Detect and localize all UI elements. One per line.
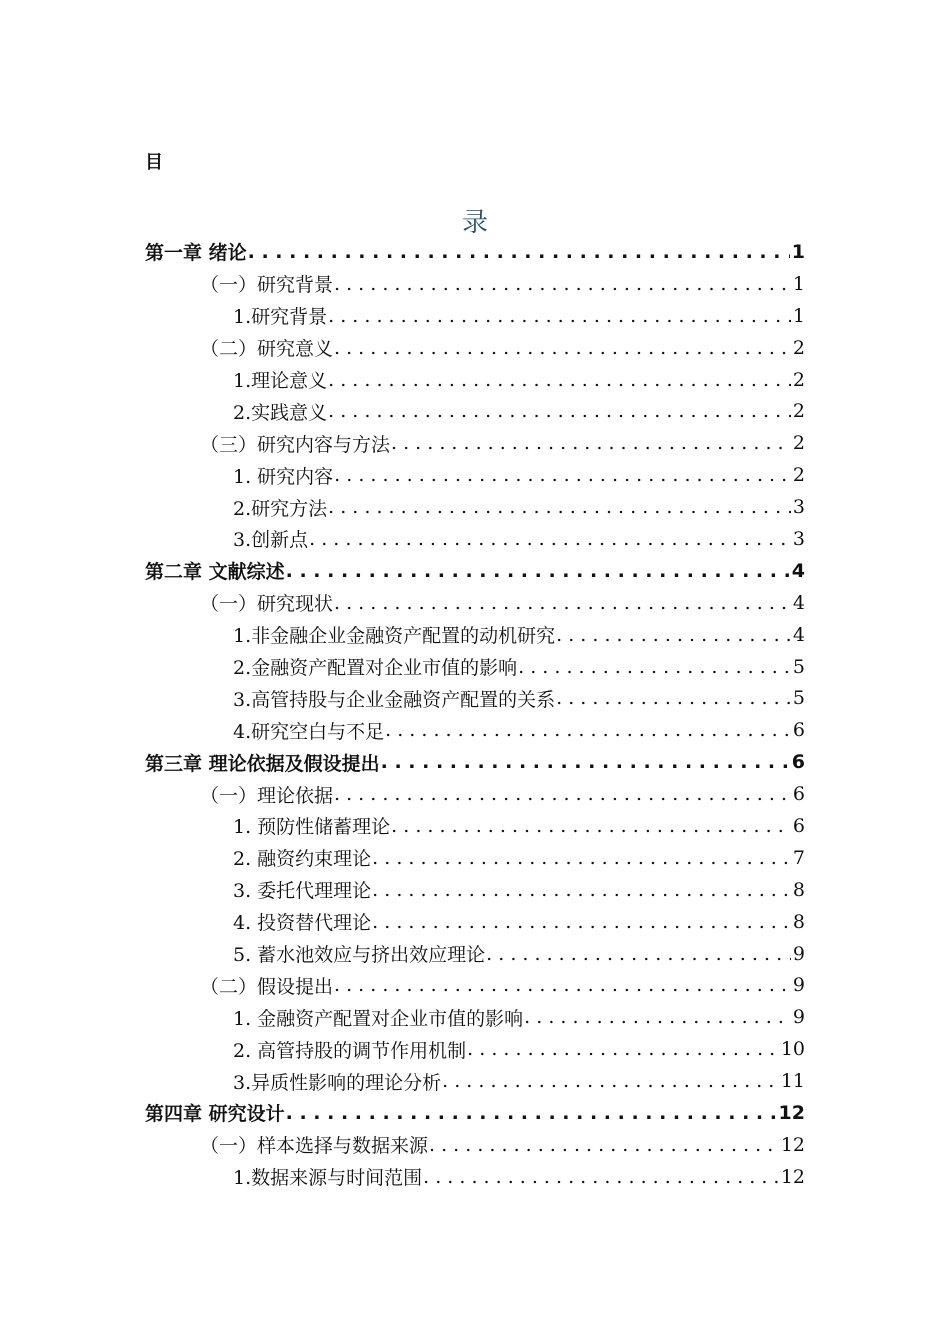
toc-dot-leader bbox=[334, 592, 791, 614]
toc-section-entry[interactable] bbox=[145, 268, 805, 300]
toc-subsection-entry[interactable] bbox=[145, 619, 805, 651]
toc-dot-leader bbox=[381, 751, 790, 773]
toc-dot-leader bbox=[334, 273, 791, 295]
toc-entry-label: （一）研究现状 bbox=[200, 593, 334, 616]
toc-entry-label: 3.异质性影响的理论分析 bbox=[233, 1071, 442, 1094]
toc-entry-page-number: 8 bbox=[792, 910, 805, 933]
toc-entry-page-number: 7 bbox=[792, 846, 805, 869]
toc-dot-leader bbox=[328, 369, 791, 391]
toc-entry-label: 2.研究方法 bbox=[233, 497, 328, 520]
toc-chapter-entry[interactable] bbox=[145, 1097, 805, 1129]
toc-entry-label: （二）假设提出 bbox=[200, 975, 334, 998]
toc-entry-page-number: 12 bbox=[780, 1133, 805, 1156]
toc-entry-label: 1. 预防性储蓄理论 bbox=[233, 816, 391, 839]
toc-subsection-entry[interactable] bbox=[145, 938, 805, 970]
toc-section-entry[interactable] bbox=[145, 969, 805, 1001]
toc-subsection-entry[interactable] bbox=[145, 810, 805, 842]
toc-entry-page-number: 5 bbox=[792, 655, 805, 678]
toc-dot-leader bbox=[309, 528, 791, 550]
toc-subsection-entry[interactable] bbox=[145, 523, 805, 555]
toc-dot-leader bbox=[556, 624, 791, 646]
toc-entry-label: 3.创新点 bbox=[233, 529, 309, 552]
table-of-contents bbox=[145, 236, 805, 1193]
toc-dot-leader bbox=[391, 815, 791, 837]
toc-entry-page-number: 9 bbox=[792, 942, 805, 965]
toc-subsection-entry[interactable] bbox=[145, 874, 805, 906]
toc-entry-label: 1.数据来源与时间范围 bbox=[233, 1167, 423, 1190]
toc-entry-page-number: 10 bbox=[780, 1038, 805, 1061]
toc-entry-page-number: 6 bbox=[792, 814, 805, 837]
toc-dot-leader bbox=[328, 496, 791, 518]
toc-entry-page-number: 9 bbox=[792, 974, 805, 997]
toc-subsection-entry[interactable] bbox=[145, 364, 805, 396]
toc-subsection-entry[interactable] bbox=[145, 1033, 805, 1065]
toc-entry-label: 5. 蓄水池效应与挤出效应理论 bbox=[233, 944, 486, 967]
toc-dot-leader bbox=[334, 337, 791, 359]
toc-dot-leader bbox=[524, 1006, 791, 1028]
toc-subsection-entry[interactable] bbox=[145, 651, 805, 683]
toc-chapter-entry[interactable] bbox=[145, 236, 805, 268]
toc-subsection-entry[interactable] bbox=[145, 491, 805, 523]
toc-entry-label: 第一章 绪论 bbox=[145, 242, 247, 265]
toc-heading-second-char: 录 bbox=[461, 208, 488, 238]
toc-entry-page-number: 4 bbox=[792, 591, 805, 614]
toc-section-entry[interactable] bbox=[145, 1129, 805, 1161]
toc-heading-first-char: 目 bbox=[145, 152, 163, 173]
toc-entry-page-number: 6 bbox=[792, 719, 805, 742]
toc-dot-leader bbox=[286, 1102, 777, 1124]
toc-entry-page-number: 1 bbox=[792, 272, 805, 295]
toc-entry-page-number: 2 bbox=[792, 368, 805, 391]
toc-entry-label: 1.理论意义 bbox=[233, 370, 328, 392]
toc-subsection-entry[interactable] bbox=[145, 906, 805, 938]
toc-entry-page-number: 1 bbox=[792, 304, 805, 327]
toc-entry-label: （一）研究背景 bbox=[200, 274, 334, 297]
toc-entry-page-number: 4 bbox=[792, 623, 805, 646]
toc-entry-label: 2.实践意义 bbox=[233, 401, 328, 424]
toc-dot-leader bbox=[429, 1134, 779, 1156]
toc-entry-page-number: 2 bbox=[792, 432, 805, 455]
toc-dot-leader bbox=[334, 464, 791, 486]
toc-entry-label: 第三章 理论依据及假设提出 bbox=[145, 752, 380, 775]
toc-entry-page-number: 2 bbox=[792, 336, 805, 359]
toc-entry-page-number: 2 bbox=[792, 400, 805, 423]
toc-entry-page-number: 5 bbox=[792, 687, 805, 710]
toc-subsection-entry[interactable] bbox=[145, 714, 805, 746]
toc-entry-label: 3. 委托代理理论 bbox=[233, 880, 372, 903]
toc-entry-label: （三）研究内容与方法 bbox=[200, 433, 391, 456]
toc-dot-leader bbox=[442, 1070, 779, 1092]
toc-entry-label: （一）样本选择与数据来源 bbox=[200, 1135, 429, 1158]
toc-dot-leader bbox=[286, 560, 790, 582]
toc-dot-leader bbox=[372, 847, 791, 869]
toc-dot-leader bbox=[467, 1038, 779, 1060]
toc-section-entry[interactable] bbox=[145, 332, 805, 364]
toc-entry-page-number: 6 bbox=[791, 751, 805, 774]
toc-section-entry[interactable] bbox=[145, 427, 805, 459]
toc-subsection-entry[interactable] bbox=[145, 300, 805, 332]
toc-entry-label: 1.非金融企业金融资产配置的动机研究 bbox=[233, 625, 556, 648]
toc-subsection-entry[interactable] bbox=[145, 1001, 805, 1033]
toc-subsection-entry[interactable] bbox=[145, 1065, 805, 1097]
toc-entry-label: 1. 研究内容 bbox=[233, 465, 334, 488]
toc-dot-leader bbox=[372, 911, 791, 933]
toc-entry-page-number: 9 bbox=[792, 1006, 805, 1029]
toc-dot-leader bbox=[328, 400, 791, 422]
toc-dot-leader bbox=[556, 687, 791, 709]
toc-dot-leader bbox=[518, 656, 791, 678]
toc-entry-page-number: 1 bbox=[791, 240, 805, 263]
toc-entry-page-number: 8 bbox=[792, 878, 805, 901]
toc-entry-page-number: 2 bbox=[792, 464, 805, 487]
toc-dot-leader bbox=[391, 432, 791, 454]
toc-dot-leader bbox=[385, 719, 791, 741]
toc-entry-page-number: 4 bbox=[791, 559, 805, 582]
toc-entry-label: 2. 融资约束理论 bbox=[233, 848, 372, 871]
toc-subsection-entry[interactable] bbox=[145, 682, 805, 714]
toc-entry-page-number: 12 bbox=[780, 1165, 805, 1188]
toc-entry-page-number: 3 bbox=[792, 527, 805, 550]
toc-chapter-entry[interactable] bbox=[145, 555, 805, 587]
toc-entry-page-number: 11 bbox=[780, 1070, 805, 1093]
toc-dot-leader bbox=[486, 943, 791, 965]
toc-entry-page-number: 6 bbox=[792, 783, 805, 806]
toc-entry-label: 4. 投资替代理论 bbox=[233, 912, 372, 935]
toc-subsection-entry[interactable] bbox=[145, 842, 805, 874]
toc-section-entry[interactable] bbox=[145, 587, 805, 619]
toc-dot-leader bbox=[372, 879, 791, 901]
toc-entry-label: 2. 高管持股的调节作用机制 bbox=[233, 1039, 467, 1062]
toc-entry-label: 第二章 文献综述 bbox=[145, 561, 285, 584]
toc-dot-leader bbox=[334, 974, 791, 996]
toc-section-entry[interactable] bbox=[145, 778, 805, 810]
toc-dot-leader bbox=[423, 1166, 779, 1188]
toc-entry-label: 3.高管持股与企业金融资产配置的关系 bbox=[233, 688, 556, 711]
toc-entry-label: 第四章 研究设计 bbox=[145, 1103, 285, 1126]
toc-entry-page-number: 12 bbox=[778, 1101, 805, 1124]
toc-entry-label: 2.金融资产配置对企业市值的影响 bbox=[233, 657, 518, 680]
toc-dot-leader bbox=[248, 241, 790, 263]
toc-dot-leader bbox=[334, 783, 791, 805]
toc-chapter-entry[interactable] bbox=[145, 746, 805, 778]
toc-entry-label: （一）理论依据 bbox=[200, 784, 334, 807]
toc-subsection-entry[interactable] bbox=[145, 395, 805, 427]
toc-entry-label: （二）研究意义 bbox=[200, 338, 334, 361]
toc-entry-label: 4.研究空白与不足 bbox=[233, 720, 385, 743]
toc-subsection-entry[interactable] bbox=[145, 1161, 805, 1193]
toc-entry-page-number: 3 bbox=[792, 496, 805, 519]
toc-subsection-entry[interactable] bbox=[145, 459, 805, 491]
toc-dot-leader bbox=[328, 305, 791, 327]
toc-entry-label: 1.研究背景 bbox=[233, 306, 328, 329]
toc-entry-label: 1. 金融资产配置对企业市值的影响 bbox=[233, 1007, 524, 1030]
